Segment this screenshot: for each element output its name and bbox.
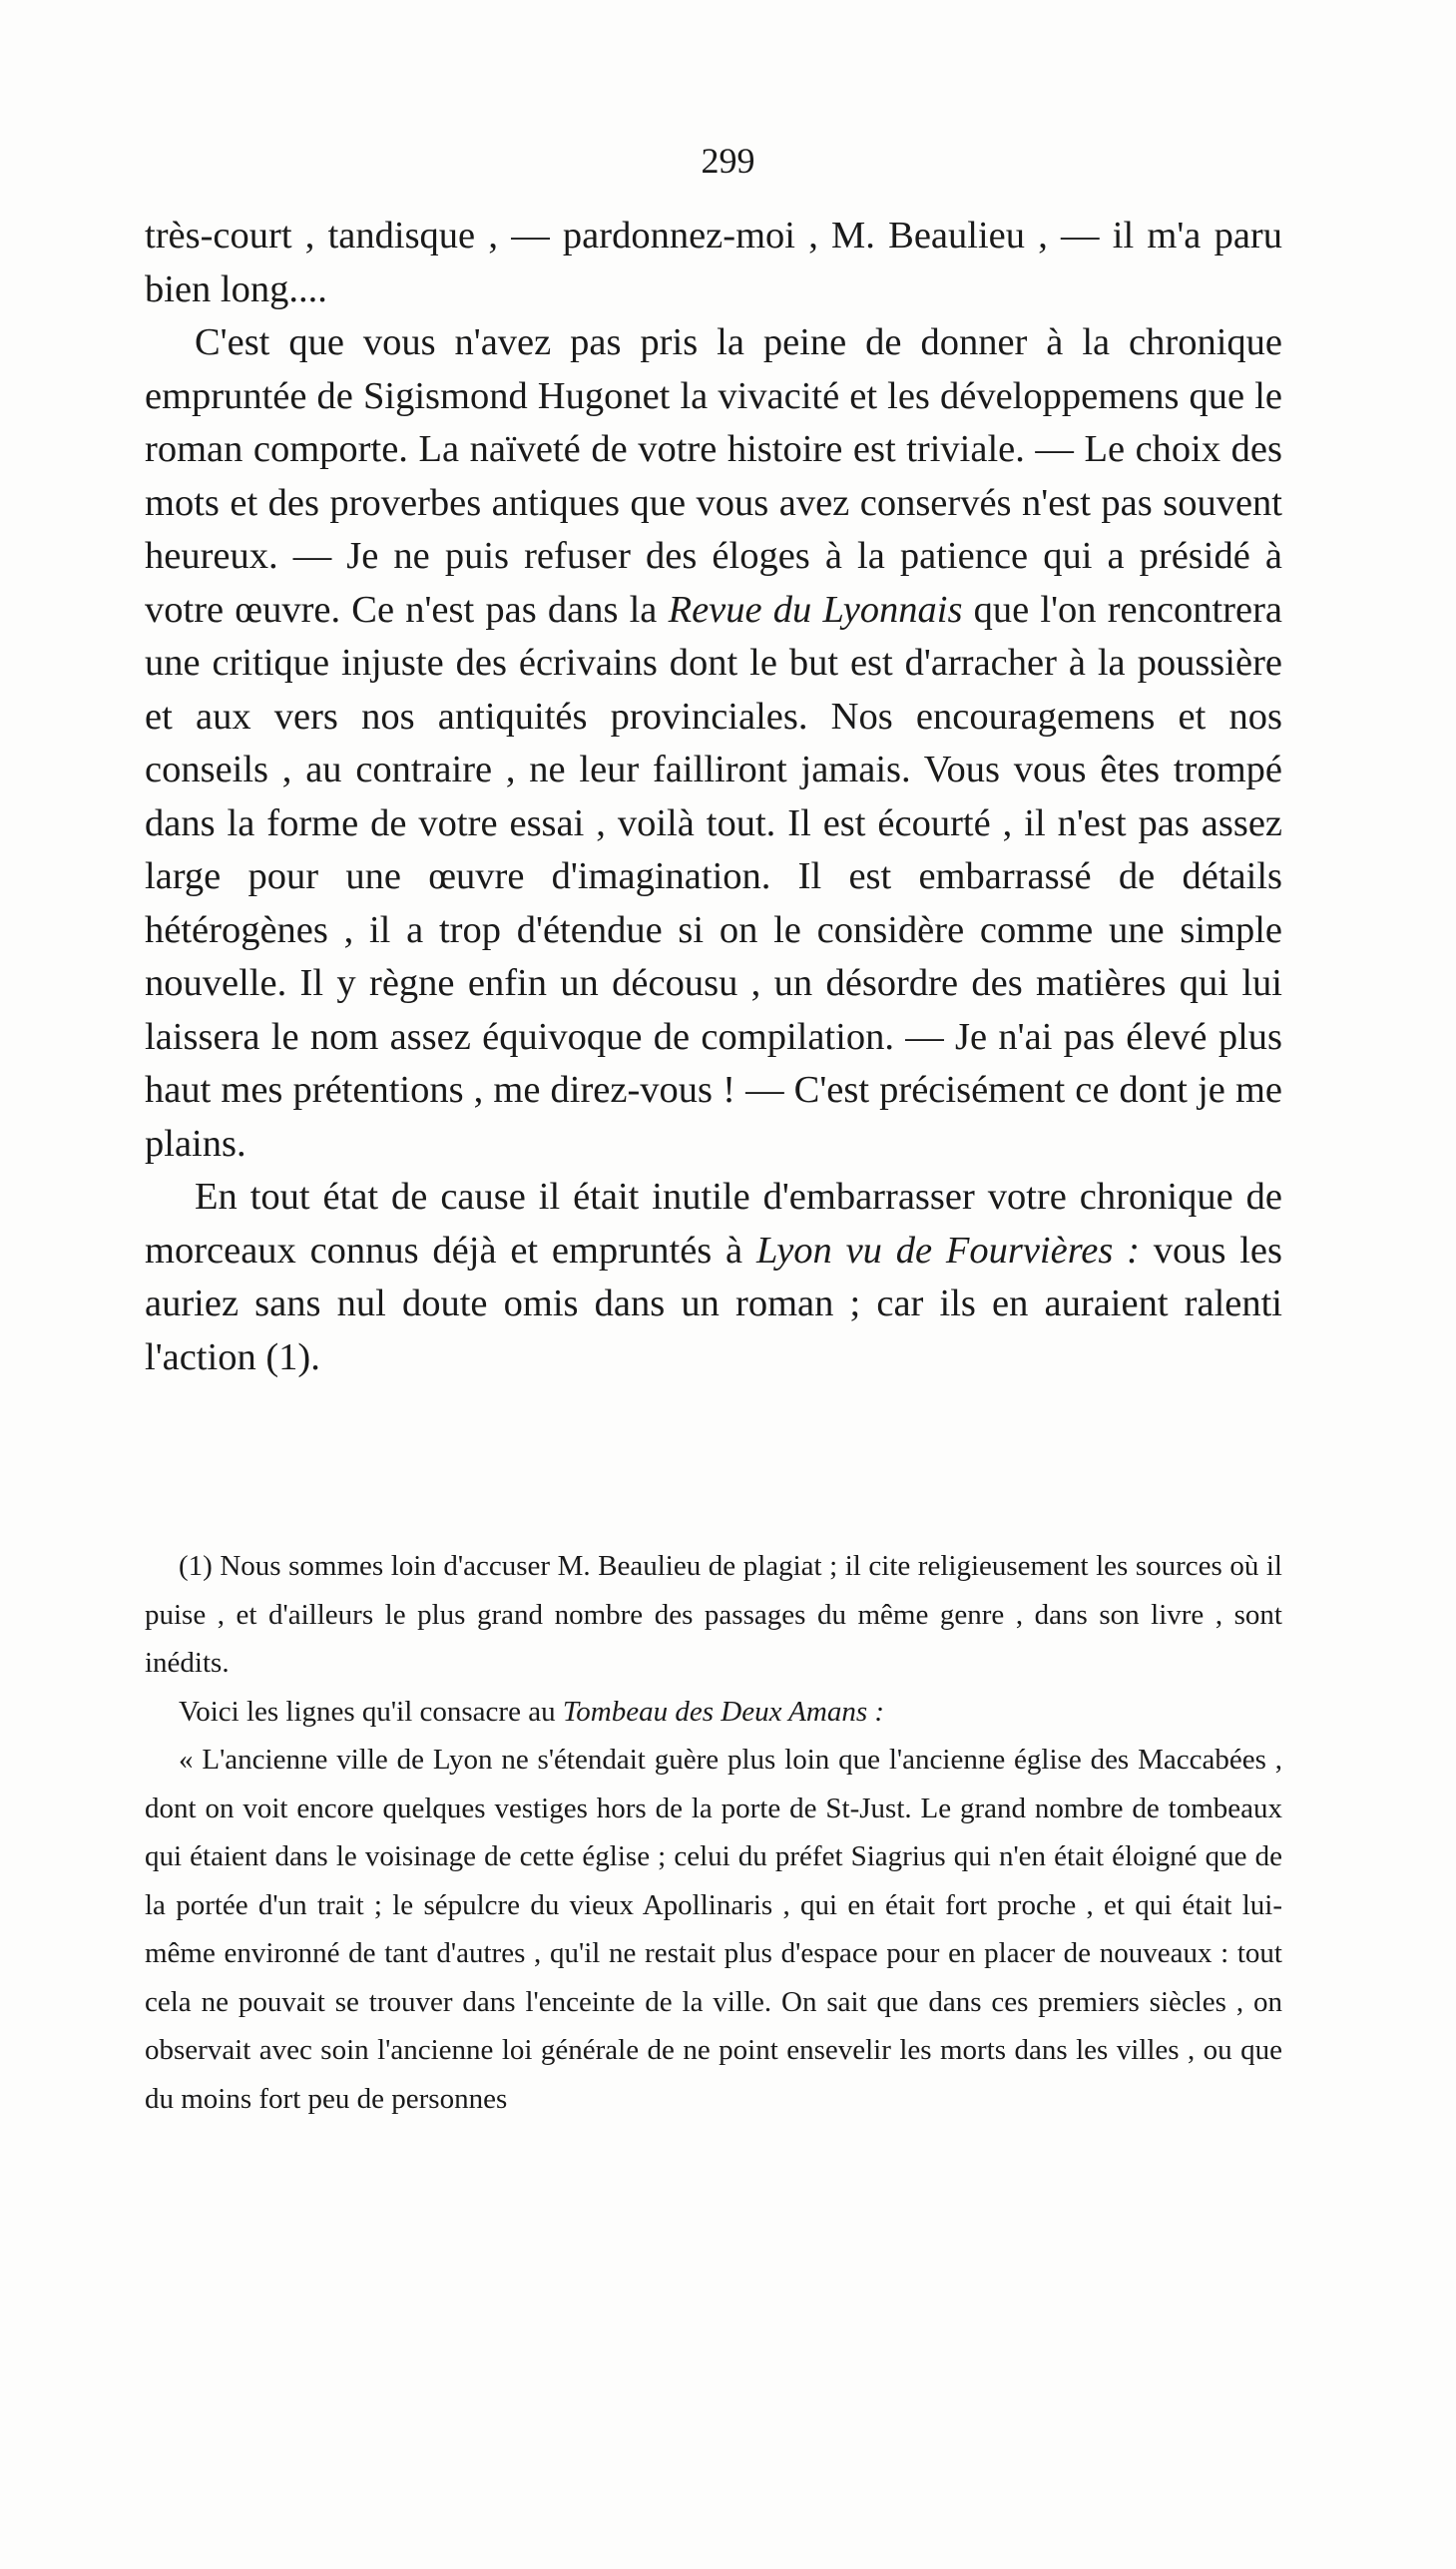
tomb-title: Tombeau des Deux Amans : xyxy=(562,1695,885,1728)
footnote-3 xyxy=(145,1736,1282,2123)
paragraph-2-text-b: que l'on rencontrera une critique injuste des écrivains dont le but est d'arracher à la poussière et aux vers nos antiquités provinciales. Nos encouragemens et nos conseils , au contraire , ne leur failliront jamais. Vous vous êtes trompé dans la forme de votre essai , voilà tout. Il est écourté , il n'est pas assez large pour une œuvre d'imagination. Il est embarrassé de détails hétérogènes , il a trop d'étendue si on le considère comme une simple nouvelle. Il y règne enfin un décousu , un désordre des matières qui lui laissera le nom assez équivoque de compilation. — Je n'ai pas élevé plus haut mes prétentions , me direz-vous ! — C'est précisément ce dont je me plains. xyxy=(145,588,1282,1165)
paragraph-2-text-a: C'est que vous n'avez pas pris la peine de donner à la chronique empruntée de Sigismond Hugonet la vivacité et les développemens que le roman comporte. La naïveté de votre histoire est triviale. — Le choix des mots et des proverbes antiques que vous avez conservés n'est pas souvent heureux. — Je ne puis refuser des éloges à la patience qui a présidé à votre œuvre. Ce n'est pas dans la xyxy=(145,321,1282,631)
paragraph-2 xyxy=(145,316,1282,1171)
paragraph-3-text-b: vous les auriez sans nul doute omis dans un roman ; car ils en auraient ralenti l'action (1). xyxy=(145,1229,1282,1378)
footnote-1 xyxy=(145,1542,1282,1688)
footnote-2 xyxy=(145,1688,1282,1737)
paragraph-3 xyxy=(145,1171,1282,1384)
page-number: 299 xyxy=(701,141,755,181)
footnotes xyxy=(145,1542,1282,2123)
journal-title: Revue du Lyonnais xyxy=(668,588,963,631)
paragraph-1-text: très-court , tandisque , — pardonnez-moi , M. Beaulieu , — il m'a paru bien long.... xyxy=(145,215,1282,310)
paragraph-3-text-a: En tout état de cause il était inutile d'embarrasser votre chronique de morceaux connus déjà et empruntés à xyxy=(145,1176,1282,1272)
footnote-3-text: « L'ancienne ville de Lyon ne s'étendait guère plus loin que l'ancienne église des Maccabées , dont on voit encore quelques vestiges hors de la porte de St-Just. Le grand nombre de tombeaux qui étaient dans le voisinage de cette église ; celui du préfet Siagrius qui n'en était éloigné que de la portée d'un trait ; le sépulcre du vieux Apollinaris , qui en était fort proche , et qui était lui-même environné de tant d'autres , qu'il ne restait plus d'espace pour en placer de nouveaux : tout cela ne pouvait se trouver dans l'enceinte de la ville. On sait que dans ces premiers siècles , on observait avec soin l'ancienne loi générale de ne point ensevelir les morts dans les villes , ou que du moins fort peu de personnes xyxy=(145,1744,1282,2115)
footnote-1-text: (1) Nous sommes loin d'accuser M. Beaulieu de plagiat ; il cite religieusement les sources où il puise , et d'ailleurs le plus grand nombre des passages du même genre , dans son livre , sont inédits. xyxy=(145,1550,1282,1679)
footnote-2-text: Voici les lignes qu'il consacre au xyxy=(179,1695,563,1728)
main-text xyxy=(145,210,1282,1384)
paragraph-1 xyxy=(145,210,1282,316)
book-title: Lyon vu de Fourvières : xyxy=(755,1229,1140,1272)
